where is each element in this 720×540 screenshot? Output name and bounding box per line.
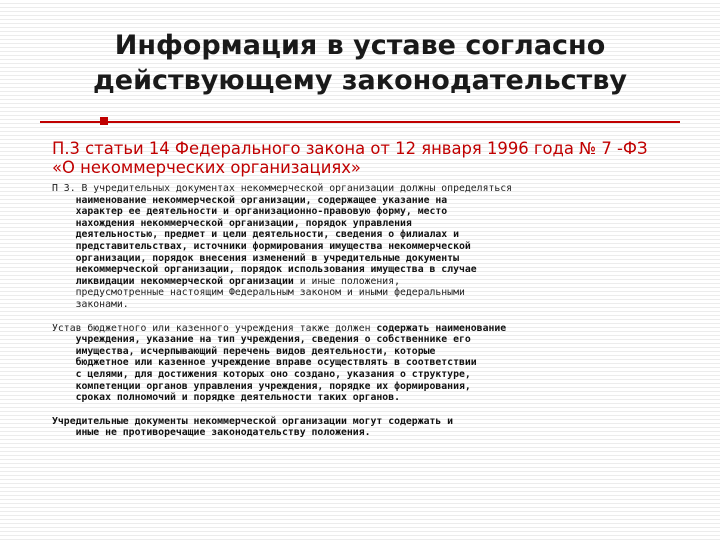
paragraph-2-intro: Устав бюджетного или казенного учреждения также должен — [52, 322, 377, 334]
paragraph-optional-provisions — [52, 416, 664, 439]
paragraph-2-bold: содержать наименование учреждения, указание на тип учреждения, сведения о собственнике его имущества, исчерпывающий перечень видов деятельности, которые бюджетное или казенное учреждение вправе осуществлять в соответствии с целями, для достижения которых оно создано, указания о структуре, компетенции органов управления учреждения, порядке их формирования, сроках полномочий и порядке деятельности таких органов. — [75, 322, 507, 404]
slide-title — [40, 28, 680, 98]
paragraph-charter-contents — [52, 183, 664, 311]
paragraph-budget-institution — [52, 323, 664, 404]
slide-body — [52, 139, 664, 451]
divider-marker — [100, 117, 108, 125]
paragraph-3-bold: Учредительные документы некоммерческой организации могут содержать и иные не противоречащие законодательству положения. — [52, 415, 454, 439]
title-divider — [40, 121, 680, 123]
law-reference-heading: П.3 статьи 14 Федерального закона от 12 января 1996 года № 7 -ФЗ «О некоммерческих организациях» — [52, 139, 648, 177]
title-line-1: Информация в уставе согласно — [114, 30, 606, 61]
paragraph-1-bold: наименование некоммерческой организации, содержащее указание на характер ее деятельности и организационно-правовую форму, место нахождения некоммерческой организации, порядок управления деятельностью, предмет и цели деятельности, сведения о филиалах и представительствах, источники формирования имущества некоммерческой организации, порядок внесения изменений в учредительные документы некоммерческой организации, порядок использования имущества в случае ликвидации некоммерческой организации — [75, 194, 477, 287]
paragraph-1-tail: и иные положения, предусмотренные настоящим Федеральным законом и иными федеральными законами. — [75, 275, 465, 310]
paragraph-1-intro: П 3. В учредительных документах некоммерческой организации должны определяться — [52, 183, 513, 194]
title-line-2: действующему законодательству — [92, 65, 627, 96]
